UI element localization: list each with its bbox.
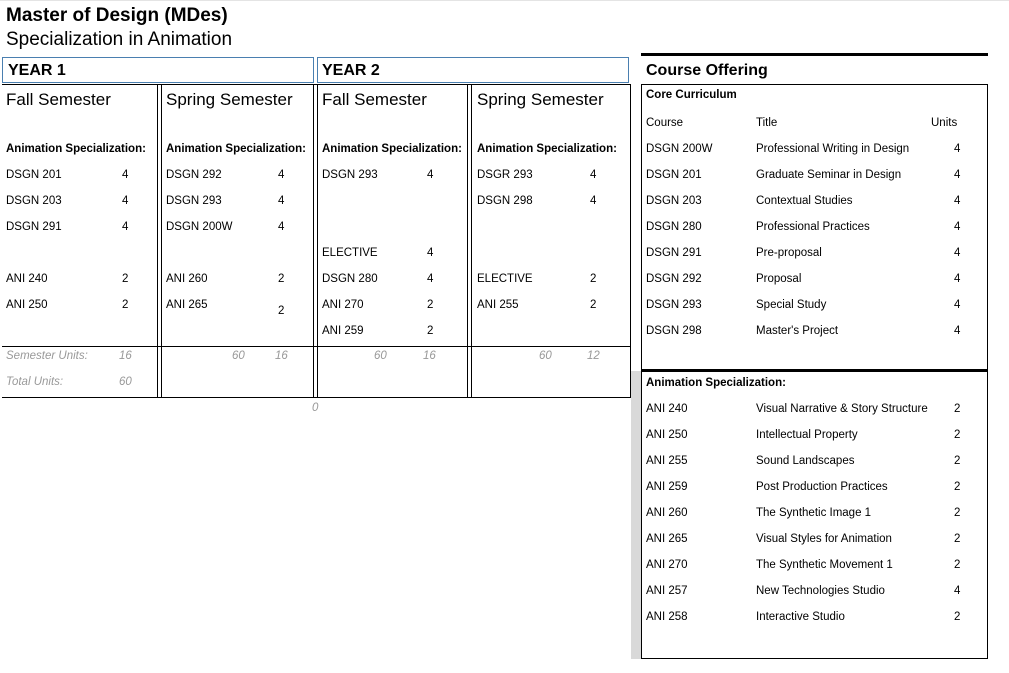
plan-units: 4 (590, 195, 597, 207)
core-course: DSGN 280 (646, 221, 702, 233)
core-title-cell: Pre-proposal (756, 247, 822, 259)
year1-label: YEAR 1 (8, 62, 66, 79)
semester-units-value: 16 (119, 350, 132, 362)
plan-units: 4 (122, 221, 129, 233)
plan-units: 4 (122, 195, 129, 207)
plan-course: DSGN 201 (6, 169, 62, 181)
plan-course: ANI 260 (166, 273, 208, 285)
plan-course: DSGR 293 (477, 169, 533, 181)
anim-units: 2 (954, 481, 961, 493)
offering-top-rule (641, 53, 988, 56)
core-title-cell: Professional Practices (756, 221, 870, 233)
plan-units: 4 (427, 169, 434, 181)
semester-units-value: 16 (423, 350, 436, 362)
plan-units: 4 (122, 169, 129, 181)
plan-units: 2 (122, 273, 129, 285)
anim-title-cell: The Synthetic Movement 1 (756, 559, 893, 571)
semester-header: Spring Semester (166, 90, 293, 109)
anim-title-cell: Interactive Studio (756, 611, 845, 623)
plan-course: ANI 259 (322, 325, 364, 337)
plan-course: ELECTIVE (322, 247, 378, 259)
core-units: 4 (954, 273, 961, 285)
col-course-header: Course (646, 117, 684, 129)
plan-course: DSGN 291 (6, 221, 62, 233)
core-course: DSGN 293 (646, 299, 702, 311)
anim-title-cell: New Technologies Studio (756, 585, 885, 597)
anim-course: ANI 258 (646, 611, 688, 623)
col-title-header: Title (756, 117, 778, 129)
anim-units: 2 (954, 455, 961, 467)
semester-units-value: 16 (275, 350, 288, 362)
semester-header: Fall Semester (322, 90, 427, 109)
cumulative-units-value: 60 (374, 350, 387, 362)
total-units-value: 60 (119, 376, 132, 388)
plan-units: 4 (427, 273, 434, 285)
plan-course: ELECTIVE (477, 273, 533, 285)
anim-course: ANI 270 (646, 559, 688, 571)
year2-label: YEAR 2 (322, 62, 380, 79)
plan-units: 2 (427, 325, 434, 337)
anim-course: ANI 257 (646, 585, 688, 597)
semester-header: Spring Semester (477, 90, 604, 109)
anim-title-cell: The Synthetic Image 1 (756, 507, 872, 519)
anim-course: ANI 260 (646, 507, 688, 519)
anim-units: 2 (954, 533, 961, 545)
anim-units: 2 (954, 507, 961, 519)
zero-value: 0 (312, 402, 319, 414)
anim-title-cell: Visual Narrative & Story Structure (756, 403, 928, 415)
plan-units: 2 (278, 305, 285, 317)
plan-course: DSGN 292 (166, 169, 222, 181)
core-units: 4 (954, 325, 961, 337)
core-course: DSGN 291 (646, 247, 702, 259)
page-title: Master of Design (MDes) (6, 5, 228, 26)
anim-course: ANI 240 (646, 403, 688, 415)
offering-divider (641, 369, 988, 372)
plan-course: DSGN 200W (166, 221, 233, 233)
plan-course: ANI 240 (6, 273, 48, 285)
plan-course: ANI 255 (477, 299, 519, 311)
plan-units: 4 (590, 169, 597, 181)
plan-course: ANI 265 (166, 299, 208, 311)
semester-header: Fall Semester (6, 90, 111, 109)
anim-units: 2 (954, 611, 961, 623)
plan-units: 4 (278, 195, 285, 207)
core-units: 4 (954, 169, 961, 181)
plan-units: 2 (122, 299, 129, 311)
anim-title: Animation Specialization: (646, 377, 786, 389)
anim-course: ANI 250 (646, 429, 688, 441)
spec-label: Animation Specialization: (322, 143, 462, 155)
core-title-cell: Master's Project (756, 325, 839, 337)
core-units: 4 (954, 247, 961, 259)
plan-course: DSGN 280 (322, 273, 378, 285)
cumulative-units-value: 60 (539, 350, 552, 362)
plan-course: DSGN 203 (6, 195, 62, 207)
offering-title: Course Offering (646, 62, 768, 79)
plan-units: 4 (427, 247, 434, 259)
core-title-cell: Graduate Seminar in Design (756, 169, 902, 181)
plan-units: 2 (278, 273, 285, 285)
cumulative-units-value: 60 (232, 350, 245, 362)
core-units: 4 (954, 143, 961, 155)
plan-course: ANI 250 (6, 299, 48, 311)
core-units: 4 (954, 221, 961, 233)
anim-units: 2 (954, 429, 961, 441)
anim-course: ANI 265 (646, 533, 688, 545)
core-title-cell: Proposal (756, 273, 802, 285)
anim-title-cell: Post Production Practices (756, 481, 888, 493)
plan-course: DSGN 298 (477, 195, 533, 207)
spec-label: Animation Specialization: (166, 143, 306, 155)
plan-units: 2 (427, 299, 434, 311)
semester-units-value: 12 (587, 350, 600, 362)
plan-units: 2 (590, 273, 597, 285)
core-units: 4 (954, 195, 961, 207)
plan-course: DSGN 293 (166, 195, 222, 207)
plan-course: ANI 270 (322, 299, 364, 311)
col-units-header: Units (931, 117, 958, 129)
plan-units: 4 (278, 221, 285, 233)
plan-units: 4 (278, 169, 285, 181)
anim-course: ANI 259 (646, 481, 688, 493)
spec-label: Animation Specialization: (477, 143, 617, 155)
spec-label: Animation Specialization: (6, 143, 146, 155)
anim-units: 2 (954, 559, 961, 571)
core-title-cell: Contextual Studies (756, 195, 853, 207)
anim-course: ANI 255 (646, 455, 688, 467)
core-course: DSGN 298 (646, 325, 702, 337)
plan-units: 2 (590, 299, 597, 311)
core-course: DSGN 201 (646, 169, 702, 181)
core-course: DSGN 200W (646, 143, 713, 155)
page-subtitle: Specialization in Animation (6, 29, 233, 50)
total-units-label: Total Units: (6, 376, 64, 388)
core-title-cell: Professional Writing in Design (756, 143, 910, 155)
core-course: DSGN 292 (646, 273, 702, 285)
anim-units: 4 (954, 585, 961, 597)
core-title-cell: Special Study (756, 299, 827, 311)
plan-course: DSGN 293 (322, 169, 378, 181)
anim-title-cell: Visual Styles for Animation (756, 533, 892, 545)
core-course: DSGN 203 (646, 195, 702, 207)
semester-units-label: Semester Units: (6, 350, 88, 362)
core-units: 4 (954, 299, 961, 311)
anim-title-cell: Intellectual Property (756, 429, 858, 441)
anim-units: 2 (954, 403, 961, 415)
offering-shadow (631, 371, 641, 659)
core-title: Core Curriculum (646, 89, 737, 101)
anim-title-cell: Sound Landscapes (756, 455, 855, 467)
